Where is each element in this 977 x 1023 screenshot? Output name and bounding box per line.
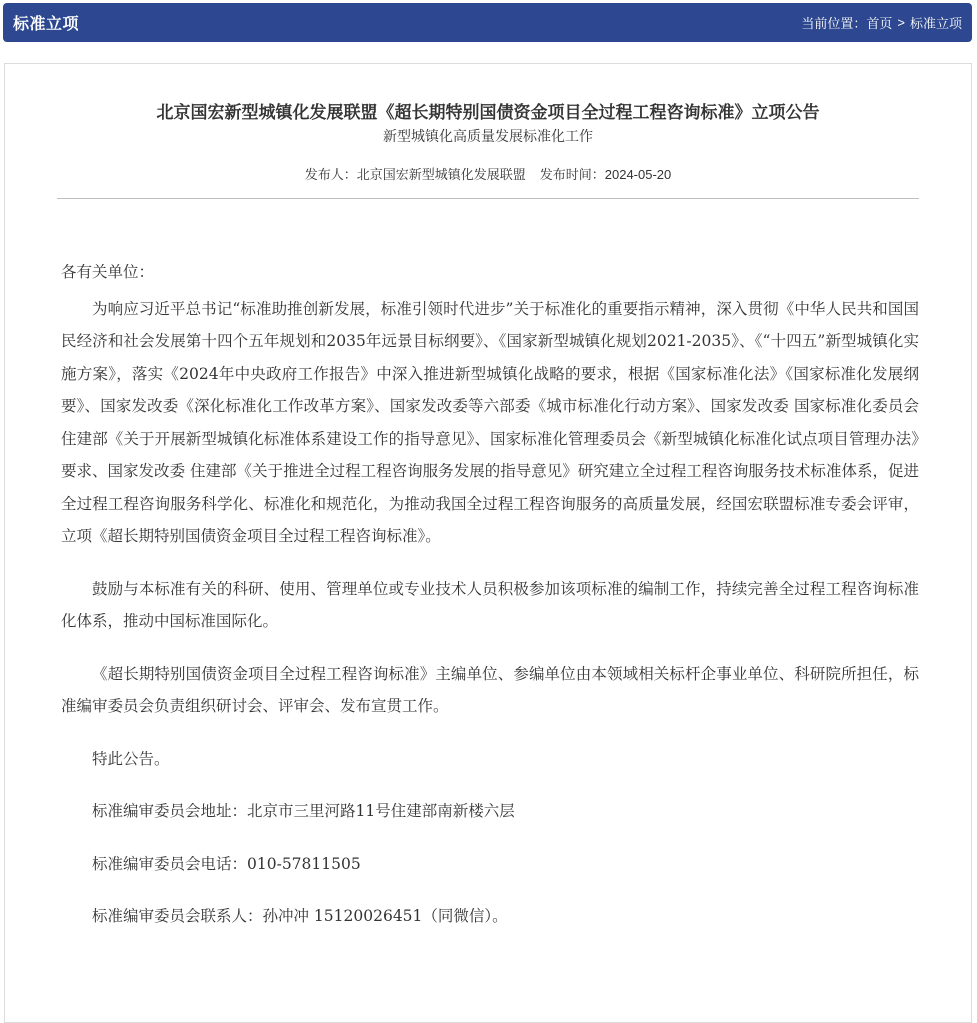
paragraph-editors: 《超长期特别国债资金项目全过程工程咨询标准》主编单位、参编单位由本领域相关标杆企事业单位、科研院所担任，标准编审委员会负责组织研讨会、评审会、发布宣贯工作。 [61, 664, 919, 715]
publisher-label: 发布人： [304, 167, 357, 182]
article-body [61, 256, 919, 933]
article-subtitle: 新型城镇化高质量发展标准化工作 [383, 128, 593, 144]
greeting: 各有关单位： [61, 263, 155, 281]
paragraph-notice: 特此公告。 [92, 749, 170, 768]
paragraph-encourage: 鼓励与本标准有关的科研、使用、管理单位或专业技术人员积极参加该项标准的编制工作，持续完善全过程工程咨询标准化体系，推动中国标准国际化。 [61, 579, 919, 630]
publish-date: 2024-05-20 [604, 167, 672, 182]
publisher-name: 北京国宏新型城镇化发展联盟 [356, 167, 526, 182]
contact-phone: 标准编审委员会电话：010-57811505 [92, 854, 361, 873]
article-meta [5, 164, 971, 183]
title-divider [57, 198, 919, 199]
contact-person: 标准编审委员会联系人：孙冲冲 15120026451（同微信）。 [92, 907, 508, 925]
paragraph-intro: 为响应习近平总书记“标准助推创新发展，标准引领时代进步”关于标准化的重要指示精神，深入贯彻《中华人民共和国国民经济和社会发展第十四个五年规划和2035年远景目标纲要》、《国家新型城镇化规划2021-2035》、《“十四五”新型城镇化实施方案》，落实《2024年中央政府工作报告》中深入推进新型城镇化战略的要求，根据《国家标准化法》《国家标准化发展纲要》、国家发改委《深化标准化工作改革方案》、国家发改委等六部委《城市标准化行动方案》、国家发改委 国家标准化委员会 住建部《关于开展新型城镇化标准体系建设工作的指导意见》、国家标准化管理委员会《新型城镇化标准化试点项目管理办法》要求、国家发改委 住建部《关于推进全过程工程咨询服务发展的指导意见》研究建立全过程工程咨询服务技术标准体系，促进全过程工程咨询服务科学化、标准化和规范化，为推动我国全过程工程咨询服务的高质量发展，经国宏联盟标准专委会评审，立项《超长期特别国债资金项目全过程工程咨询标准》。 [61, 299, 919, 545]
section-title: 标准立项 [13, 16, 80, 33]
date-label: 发布时间： [539, 167, 605, 182]
breadcrumb-prefix: 当前位置： [801, 16, 867, 31]
article-title: 北京国宏新型城镇化发展联盟《超长期特别国债资金项目全过程工程咨询标准》立项公告 [156, 103, 820, 122]
article-card [4, 63, 972, 1023]
contact-address: 标准编审委员会地址：北京市三里河路11号住建部南新楼六层 [92, 802, 515, 820]
breadcrumb [801, 13, 962, 32]
breadcrumb-separator: > [897, 15, 905, 30]
breadcrumb-current-link[interactable]: 标准立项 [909, 16, 962, 31]
breadcrumb-home-link[interactable]: 首页 [866, 16, 893, 31]
top-header-bar [3, 3, 972, 42]
